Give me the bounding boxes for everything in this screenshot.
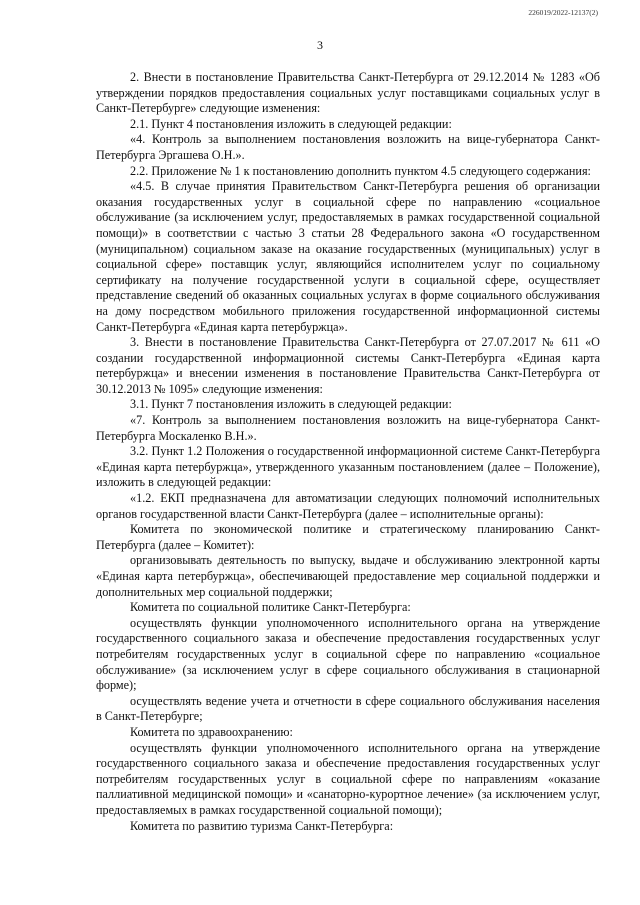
paragraph: «7. Контроль за выполнением постановления возложить на вице-губернатора Санкт-Петербурга Москаленко В.Н.».: [96, 413, 600, 443]
paragraph: 2.2. Приложение № 1 к постановлению дополнить пунктом 4.5 следующего содержания:: [130, 163, 591, 178]
paragraph: 2.1. Пункт 4 постановления изложить в следующей редакции:: [130, 116, 452, 131]
paragraph: Комитета по развитию туризма Санкт-Петербурга:: [130, 818, 394, 833]
paragraph: «4. Контроль за выполнением постановления возложить на вице-губернатора Санкт-Петербурга Эргашева О.Н.».: [96, 132, 600, 162]
paragraph: Комитета по социальной политике Санкт-Петербурга:: [130, 600, 411, 615]
paragraph: 3. Внести в постановление Правительства Санкт-Петербурга от 27.07.2017 № 611 «О создании государственной информационной системы Санкт-Петербурга «Единая карта петербуржца» и внесении изменения в постановление Правительства Санкт-Петербурга от 30.12.2013 № 1095» следующие изменения:: [96, 335, 600, 396]
paragraph: осуществлять функции уполномоченного исполнительного органа на утверждение государственного социального заказа и обеспечение предоставления государственных услуг потребителям государственных услуг в социальной сфере по направлению «социальное обслуживание» (за исключением услуг в сфере социального обслуживания в стационарной форме);: [96, 615, 600, 693]
paragraph: 2. Внести в постановление Правительства Санкт-Петербурга от 29.12.2014 № 1283 «Об утверждении порядков предоставления социальных услуг поставщиками социальных услуг в Санкт-Петербурге» следующие изменения:: [96, 70, 600, 116]
document-number: 226019/2022-12137(2): [528, 8, 598, 17]
paragraph: «4.5. В случае принятия Правительством Санкт-Петербурга решения об организации оказания государственных услуг в социальной сфере по направлению «социальное обслуживание (за исключением услуг, предоставляемых в рамках государственной социальной помощи)» в соответствии с частью 3 статьи 28 Федерального закона «О государственном (муниципальном) социальном заказе на оказание государственных (муниципальных) услуг в социальной сфере» поставщик услуг, являющийся исполнителем услуг по социальному сертификату на получение государственной услуги в социальной сфере, осуществляет представление сведений об оказанных социальных услугах в форме социального обслуживания на дому посредством мобильного приложения государственной информационной системы Санкт-Петербурга «Единая карта петербуржца».: [96, 179, 600, 334]
paragraph: осуществлять функции уполномоченного исполнительного органа на утверждение государственного социального заказа и обеспечение предоставления государственных услуг потребителям государственных услуг в социальной сфере по направлениям «оказание паллиативной медицинской помощи» и «санаторно-курортное лечение» (за исключением услуг, предоставляемых в рамках государственной социальной помощи);: [96, 740, 600, 817]
paragraph: 3.2. Пункт 1.2 Положения о государственной информационной системе Санкт-Петербурга «Единая карта петербуржца», утвержденного указанным постановлением (далее – Положение), изложить в следующей редакции:: [96, 444, 600, 490]
paragraph: «1.2. ЕКП предназначена для автоматизации следующих полномочий исполнительных органов государственной власти Санкт-Петербурга (далее – исполнительные органы):: [96, 491, 600, 521]
paragraph: организовывать деятельность по выпуску, выдаче и обслуживанию электронной карты «Единая карта петербуржца», обеспечивающей предоставление мер социальной поддержки и дополнительных мер социальной поддержки;: [96, 553, 600, 599]
paragraph: 3.1. Пункт 7 постановления изложить в следующей редакции:: [130, 397, 452, 412]
paragraph: Комитета по экономической политике и стратегическому планированию Санкт-Петербурга (далее – Комитет):: [96, 522, 600, 552]
document-body: [96, 70, 600, 834]
page-number: 3: [317, 38, 323, 52]
paragraph: осуществлять ведение учета и отчетности в сфере социального обслуживания населения в Санкт-Петербурге;: [96, 693, 600, 724]
paragraph: Комитета по здравоохранению:: [130, 724, 293, 739]
